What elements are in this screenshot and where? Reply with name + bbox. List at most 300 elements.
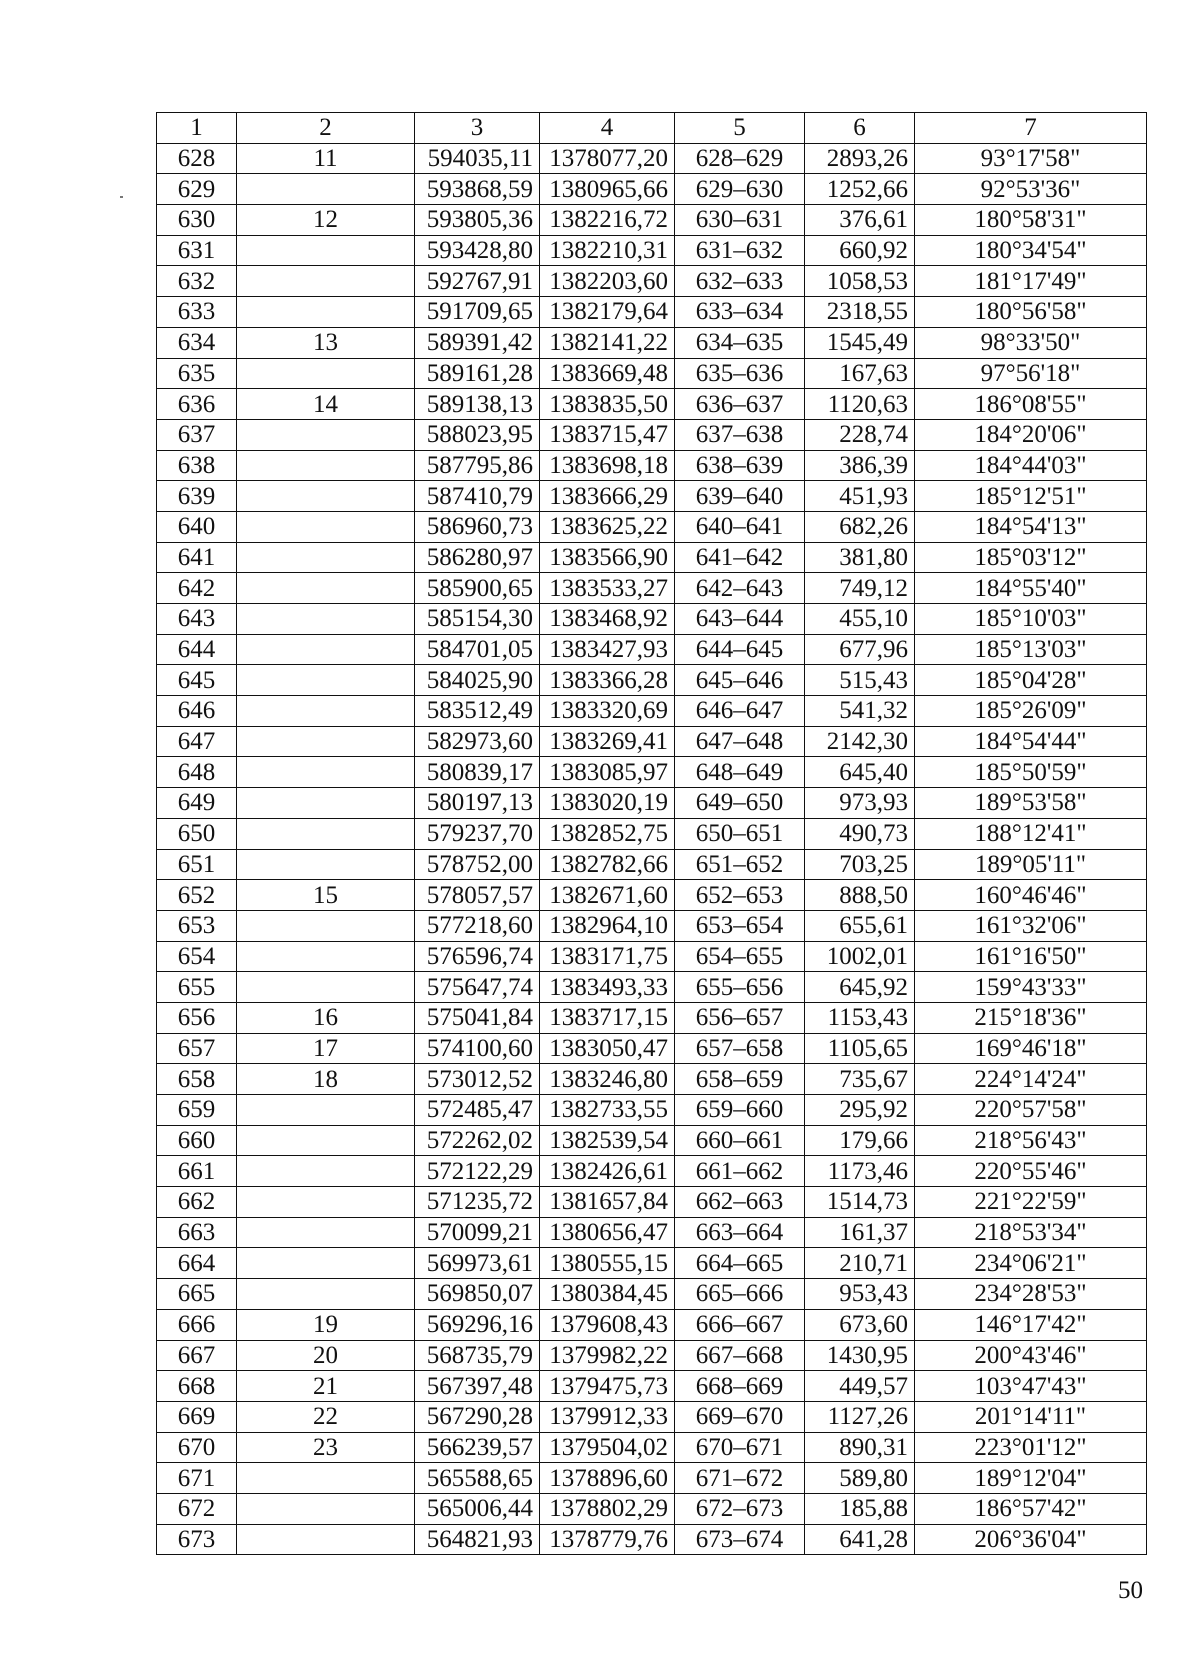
direction-angle-cell: 234°06'21" (915, 1248, 1147, 1279)
distance-cell: 161,37 (805, 1217, 915, 1248)
x-coordinate-cell: 593805,36 (415, 205, 540, 236)
direction-angle-cell: 221°22'59" (915, 1187, 1147, 1218)
table-row (157, 266, 1147, 297)
line-segment-cell: 659–660 (675, 1095, 805, 1126)
line-segment-cell: 651–652 (675, 849, 805, 880)
direction-angle-cell: 161°16'50" (915, 941, 1147, 972)
direction-angle-cell: 185°04'28" (915, 665, 1147, 696)
line-segment-cell: 648–649 (675, 757, 805, 788)
y-coordinate-cell: 1381657,84 (540, 1187, 675, 1218)
y-coordinate-cell: 1383269,41 (540, 726, 675, 757)
point-number-cell: 655 (157, 972, 237, 1003)
x-coordinate-cell: 578752,00 (415, 849, 540, 880)
section-number-cell: 20 (237, 1340, 415, 1371)
distance-cell: 455,10 (805, 604, 915, 635)
point-number-cell: 634 (157, 327, 237, 358)
direction-angle-cell: 92°53'36" (915, 174, 1147, 205)
x-coordinate-cell: 583512,49 (415, 696, 540, 727)
point-number-cell: 632 (157, 266, 237, 297)
table-row (157, 450, 1147, 481)
line-segment-cell: 653–654 (675, 910, 805, 941)
point-number-cell: 670 (157, 1432, 237, 1463)
direction-angle-cell: 161°32'06" (915, 910, 1147, 941)
point-number-cell: 628 (157, 143, 237, 174)
direction-angle-cell: 185°13'03" (915, 634, 1147, 665)
direction-angle-cell: 184°54'13" (915, 511, 1147, 542)
line-segment-cell: 647–648 (675, 726, 805, 757)
distance-cell: 703,25 (805, 849, 915, 880)
distance-cell: 179,66 (805, 1125, 915, 1156)
section-number-cell (237, 542, 415, 573)
direction-angle-cell: 220°55'46" (915, 1156, 1147, 1187)
line-segment-cell: 644–645 (675, 634, 805, 665)
table-row (157, 205, 1147, 236)
direction-angle-cell: 93°17'58" (915, 143, 1147, 174)
line-segment-cell: 668–669 (675, 1371, 805, 1402)
line-segment-cell: 640–641 (675, 511, 805, 542)
y-coordinate-cell: 1383085,97 (540, 757, 675, 788)
section-number-cell (237, 1217, 415, 1248)
section-number-cell (237, 910, 415, 941)
distance-cell: 677,96 (805, 634, 915, 665)
line-segment-cell: 645–646 (675, 665, 805, 696)
line-segment-cell: 654–655 (675, 941, 805, 972)
x-coordinate-cell: 593428,80 (415, 235, 540, 266)
line-segment-cell: 637–638 (675, 419, 805, 450)
distance-cell: 1153,43 (805, 1002, 915, 1033)
y-coordinate-cell: 1378896,60 (540, 1463, 675, 1494)
table-row (157, 174, 1147, 205)
point-number-cell: 645 (157, 665, 237, 696)
line-segment-cell: 642–643 (675, 573, 805, 604)
section-number-cell (237, 1463, 415, 1494)
point-number-cell: 667 (157, 1340, 237, 1371)
column-header: 5 (675, 113, 805, 144)
direction-angle-cell: 169°46'18" (915, 1033, 1147, 1064)
y-coordinate-cell: 1383669,48 (540, 358, 675, 389)
line-segment-cell: 657–658 (675, 1033, 805, 1064)
line-segment-cell: 646–647 (675, 696, 805, 727)
table-row (157, 297, 1147, 328)
section-number-cell (237, 266, 415, 297)
y-coordinate-cell: 1382671,60 (540, 880, 675, 911)
x-coordinate-cell: 589391,42 (415, 327, 540, 358)
table-row (157, 849, 1147, 880)
section-number-cell: 16 (237, 1002, 415, 1033)
x-coordinate-cell: 587410,79 (415, 481, 540, 512)
distance-cell: 749,12 (805, 573, 915, 604)
x-coordinate-cell: 564821,93 (415, 1524, 540, 1555)
x-coordinate-cell: 567290,28 (415, 1401, 540, 1432)
line-segment-cell: 667–668 (675, 1340, 805, 1371)
line-segment-cell: 641–642 (675, 542, 805, 573)
direction-angle-cell: 184°55'40" (915, 573, 1147, 604)
distance-cell: 682,26 (805, 511, 915, 542)
x-coordinate-cell: 570099,21 (415, 1217, 540, 1248)
point-number-cell: 658 (157, 1064, 237, 1095)
point-number-cell: 660 (157, 1125, 237, 1156)
y-coordinate-cell: 1379608,43 (540, 1309, 675, 1340)
header-row (157, 113, 1147, 144)
y-coordinate-cell: 1378779,76 (540, 1524, 675, 1555)
table-row (157, 419, 1147, 450)
direction-angle-cell: 185°03'12" (915, 542, 1147, 573)
line-segment-cell: 631–632 (675, 235, 805, 266)
distance-cell: 1058,53 (805, 266, 915, 297)
y-coordinate-cell: 1382733,55 (540, 1095, 675, 1126)
point-number-cell: 635 (157, 358, 237, 389)
section-number-cell (237, 972, 415, 1003)
point-number-cell: 649 (157, 788, 237, 819)
direction-angle-cell: 185°10'03" (915, 604, 1147, 635)
table-row (157, 1064, 1147, 1095)
distance-cell: 167,63 (805, 358, 915, 389)
distance-cell: 185,88 (805, 1493, 915, 1524)
line-segment-cell: 664–665 (675, 1248, 805, 1279)
distance-cell: 1105,65 (805, 1033, 915, 1064)
y-coordinate-cell: 1378802,29 (540, 1493, 675, 1524)
distance-cell: 641,28 (805, 1524, 915, 1555)
column-header: 1 (157, 113, 237, 144)
x-coordinate-cell: 567397,48 (415, 1371, 540, 1402)
table-body (157, 143, 1147, 1555)
x-coordinate-cell: 576596,74 (415, 941, 540, 972)
x-coordinate-cell: 569973,61 (415, 1248, 540, 1279)
distance-cell: 1002,01 (805, 941, 915, 972)
point-number-cell: 673 (157, 1524, 237, 1555)
section-number-cell (237, 1279, 415, 1310)
section-number-cell: 19 (237, 1309, 415, 1340)
section-number-cell (237, 665, 415, 696)
direction-angle-cell: 218°53'34" (915, 1217, 1147, 1248)
line-segment-cell: 672–673 (675, 1493, 805, 1524)
x-coordinate-cell: 591709,65 (415, 297, 540, 328)
distance-cell: 1120,63 (805, 389, 915, 420)
point-number-cell: 640 (157, 511, 237, 542)
line-segment-cell: 656–657 (675, 1002, 805, 1033)
table-row (157, 511, 1147, 542)
x-coordinate-cell: 584025,90 (415, 665, 540, 696)
section-number-cell (237, 1493, 415, 1524)
point-number-cell: 654 (157, 941, 237, 972)
x-coordinate-cell: 565006,44 (415, 1493, 540, 1524)
section-number-cell (237, 941, 415, 972)
table-row (157, 235, 1147, 266)
point-number-cell: 662 (157, 1187, 237, 1218)
direction-angle-cell: 200°43'46" (915, 1340, 1147, 1371)
direction-angle-cell: 98°33'50" (915, 327, 1147, 358)
line-segment-cell: 639–640 (675, 481, 805, 512)
point-number-cell: 672 (157, 1493, 237, 1524)
line-segment-cell: 633–634 (675, 297, 805, 328)
point-number-cell: 633 (157, 297, 237, 328)
distance-cell: 735,67 (805, 1064, 915, 1095)
line-segment-cell: 655–656 (675, 972, 805, 1003)
table-row (157, 1125, 1147, 1156)
y-coordinate-cell: 1380965,66 (540, 174, 675, 205)
table-row (157, 1340, 1147, 1371)
y-coordinate-cell: 1382210,31 (540, 235, 675, 266)
y-coordinate-cell: 1383246,80 (540, 1064, 675, 1095)
section-number-cell (237, 511, 415, 542)
y-coordinate-cell: 1383020,19 (540, 788, 675, 819)
table-row (157, 726, 1147, 757)
line-segment-cell: 670–671 (675, 1432, 805, 1463)
line-segment-cell: 663–664 (675, 1217, 805, 1248)
table-row (157, 604, 1147, 635)
section-number-cell (237, 174, 415, 205)
x-coordinate-cell: 587795,86 (415, 450, 540, 481)
distance-cell: 1545,49 (805, 327, 915, 358)
point-number-cell: 636 (157, 389, 237, 420)
point-number-cell: 637 (157, 419, 237, 450)
column-header: 3 (415, 113, 540, 144)
y-coordinate-cell: 1379504,02 (540, 1432, 675, 1463)
y-coordinate-cell: 1383320,69 (540, 696, 675, 727)
line-segment-cell: 635–636 (675, 358, 805, 389)
distance-cell: 589,80 (805, 1463, 915, 1494)
point-number-cell: 639 (157, 481, 237, 512)
table-row (157, 1493, 1147, 1524)
point-number-cell: 657 (157, 1033, 237, 1064)
distance-cell: 1430,95 (805, 1340, 915, 1371)
point-number-cell: 659 (157, 1095, 237, 1126)
direction-angle-cell: 97°56'18" (915, 358, 1147, 389)
line-segment-cell: 671–672 (675, 1463, 805, 1494)
y-coordinate-cell: 1380555,15 (540, 1248, 675, 1279)
coordinate-table (156, 112, 1147, 1555)
distance-cell: 541,32 (805, 696, 915, 727)
section-number-cell (237, 818, 415, 849)
section-number-cell: 23 (237, 1432, 415, 1463)
section-number-cell (237, 788, 415, 819)
y-coordinate-cell: 1379982,22 (540, 1340, 675, 1371)
line-segment-cell: 636–637 (675, 389, 805, 420)
point-number-cell: 664 (157, 1248, 237, 1279)
point-number-cell: 669 (157, 1401, 237, 1432)
point-number-cell: 653 (157, 910, 237, 941)
line-segment-cell: 629–630 (675, 174, 805, 205)
x-coordinate-cell: 589138,13 (415, 389, 540, 420)
x-coordinate-cell: 571235,72 (415, 1187, 540, 1218)
direction-angle-cell: 180°58'31" (915, 205, 1147, 236)
section-number-cell: 11 (237, 143, 415, 174)
direction-angle-cell: 189°05'11" (915, 849, 1147, 880)
line-segment-cell: 669–670 (675, 1401, 805, 1432)
section-number-cell (237, 419, 415, 450)
distance-cell: 2318,55 (805, 297, 915, 328)
section-number-cell (237, 1156, 415, 1187)
section-number-cell (237, 604, 415, 635)
table-row (157, 757, 1147, 788)
column-header: 6 (805, 113, 915, 144)
section-number-cell (237, 1187, 415, 1218)
section-number-cell (237, 1248, 415, 1279)
section-number-cell: 12 (237, 205, 415, 236)
point-number-cell: 629 (157, 174, 237, 205)
y-coordinate-cell: 1380384,45 (540, 1279, 675, 1310)
y-coordinate-cell: 1382782,66 (540, 849, 675, 880)
y-coordinate-cell: 1383493,33 (540, 972, 675, 1003)
direction-angle-cell: 184°20'06" (915, 419, 1147, 450)
table-row (157, 573, 1147, 604)
section-number-cell: 18 (237, 1064, 415, 1095)
section-number-cell (237, 696, 415, 727)
coordinate-table-container (156, 112, 1146, 1555)
x-coordinate-cell: 584701,05 (415, 634, 540, 665)
y-coordinate-cell: 1383533,27 (540, 573, 675, 604)
line-segment-cell: 643–644 (675, 604, 805, 635)
line-segment-cell: 661–662 (675, 1156, 805, 1187)
table-row (157, 1371, 1147, 1402)
section-number-cell (237, 757, 415, 788)
section-number-cell (237, 481, 415, 512)
y-coordinate-cell: 1382539,54 (540, 1125, 675, 1156)
table-row (157, 1309, 1147, 1340)
section-number-cell: 21 (237, 1371, 415, 1402)
line-segment-cell: 649–650 (675, 788, 805, 819)
y-coordinate-cell: 1383715,47 (540, 419, 675, 450)
line-segment-cell: 658–659 (675, 1064, 805, 1095)
section-number-cell: 15 (237, 880, 415, 911)
line-segment-cell: 652–653 (675, 880, 805, 911)
table-row (157, 1187, 1147, 1218)
distance-cell: 2142,30 (805, 726, 915, 757)
table-row (157, 1432, 1147, 1463)
point-number-cell: 665 (157, 1279, 237, 1310)
table-row (157, 542, 1147, 573)
x-coordinate-cell: 579237,70 (415, 818, 540, 849)
distance-cell: 210,71 (805, 1248, 915, 1279)
section-number-cell: 14 (237, 389, 415, 420)
section-number-cell (237, 1125, 415, 1156)
line-segment-cell: 628–629 (675, 143, 805, 174)
distance-cell: 673,60 (805, 1309, 915, 1340)
section-number-cell (237, 573, 415, 604)
section-number-cell (237, 358, 415, 389)
column-header: 7 (915, 113, 1147, 144)
column-header: 4 (540, 113, 675, 144)
direction-angle-cell: 181°17'49" (915, 266, 1147, 297)
direction-angle-cell: 185°26'09" (915, 696, 1147, 727)
table-row (157, 910, 1147, 941)
distance-cell: 645,92 (805, 972, 915, 1003)
line-segment-cell: 673–674 (675, 1524, 805, 1555)
distance-cell: 1514,73 (805, 1187, 915, 1218)
x-coordinate-cell: 565588,65 (415, 1463, 540, 1494)
x-coordinate-cell: 574100,60 (415, 1033, 540, 1064)
direction-angle-cell: 186°08'55" (915, 389, 1147, 420)
point-number-cell: 671 (157, 1463, 237, 1494)
y-coordinate-cell: 1383171,75 (540, 941, 675, 972)
x-coordinate-cell: 573012,52 (415, 1064, 540, 1095)
distance-cell: 655,61 (805, 910, 915, 941)
x-coordinate-cell: 577218,60 (415, 910, 540, 941)
column-header: 2 (237, 113, 415, 144)
distance-cell: 228,74 (805, 419, 915, 450)
section-number-cell (237, 235, 415, 266)
direction-angle-cell: 184°44'03" (915, 450, 1147, 481)
table-row (157, 665, 1147, 696)
y-coordinate-cell: 1383050,47 (540, 1033, 675, 1064)
table-row (157, 358, 1147, 389)
distance-cell: 645,40 (805, 757, 915, 788)
y-coordinate-cell: 1379912,33 (540, 1401, 675, 1432)
section-number-cell (237, 1095, 415, 1126)
table-row (157, 1401, 1147, 1432)
section-number-cell (237, 726, 415, 757)
x-coordinate-cell: 589161,28 (415, 358, 540, 389)
table-row (157, 1002, 1147, 1033)
point-number-cell: 663 (157, 1217, 237, 1248)
y-coordinate-cell: 1382426,61 (540, 1156, 675, 1187)
line-segment-cell: 630–631 (675, 205, 805, 236)
direction-angle-cell: 220°57'58" (915, 1095, 1147, 1126)
x-coordinate-cell: 588023,95 (415, 419, 540, 450)
direction-angle-cell: 223°01'12" (915, 1432, 1147, 1463)
y-coordinate-cell: 1380656,47 (540, 1217, 675, 1248)
line-segment-cell: 634–635 (675, 327, 805, 358)
point-number-cell: 646 (157, 696, 237, 727)
table-row (157, 1463, 1147, 1494)
direction-angle-cell: 146°17'42" (915, 1309, 1147, 1340)
section-number-cell (237, 450, 415, 481)
y-coordinate-cell: 1382964,10 (540, 910, 675, 941)
table-row (157, 1095, 1147, 1126)
table-row (157, 788, 1147, 819)
x-coordinate-cell: 568735,79 (415, 1340, 540, 1371)
point-number-cell: 630 (157, 205, 237, 236)
direction-angle-cell: 218°56'43" (915, 1125, 1147, 1156)
distance-cell: 1173,46 (805, 1156, 915, 1187)
section-number-cell (237, 1524, 415, 1555)
y-coordinate-cell: 1382179,64 (540, 297, 675, 328)
direction-angle-cell: 188°12'41" (915, 818, 1147, 849)
direction-angle-cell: 215°18'36" (915, 1002, 1147, 1033)
y-coordinate-cell: 1383366,28 (540, 665, 675, 696)
line-segment-cell: 666–667 (675, 1309, 805, 1340)
distance-cell: 888,50 (805, 880, 915, 911)
distance-cell: 451,93 (805, 481, 915, 512)
y-coordinate-cell: 1382216,72 (540, 205, 675, 236)
table-row (157, 1248, 1147, 1279)
direction-angle-cell: 159°43'33" (915, 972, 1147, 1003)
point-number-cell: 668 (157, 1371, 237, 1402)
distance-cell: 890,31 (805, 1432, 915, 1463)
table-row (157, 972, 1147, 1003)
distance-cell: 295,92 (805, 1095, 915, 1126)
section-number-cell: 13 (237, 327, 415, 358)
section-number-cell: 17 (237, 1033, 415, 1064)
point-number-cell: 650 (157, 818, 237, 849)
x-coordinate-cell: 566239,57 (415, 1432, 540, 1463)
table-row (157, 327, 1147, 358)
distance-cell: 381,80 (805, 542, 915, 573)
direction-angle-cell: 184°54'44" (915, 726, 1147, 757)
x-coordinate-cell: 578057,57 (415, 880, 540, 911)
table-row (157, 696, 1147, 727)
distance-cell: 515,43 (805, 665, 915, 696)
y-coordinate-cell: 1382852,75 (540, 818, 675, 849)
x-coordinate-cell: 575041,84 (415, 1002, 540, 1033)
y-coordinate-cell: 1379475,73 (540, 1371, 675, 1402)
point-number-cell: 641 (157, 542, 237, 573)
x-coordinate-cell: 572262,02 (415, 1125, 540, 1156)
point-number-cell: 666 (157, 1309, 237, 1340)
distance-cell: 490,73 (805, 818, 915, 849)
direction-angle-cell: 206°36'04" (915, 1524, 1147, 1555)
page-number: 50 (1118, 1577, 1143, 1604)
